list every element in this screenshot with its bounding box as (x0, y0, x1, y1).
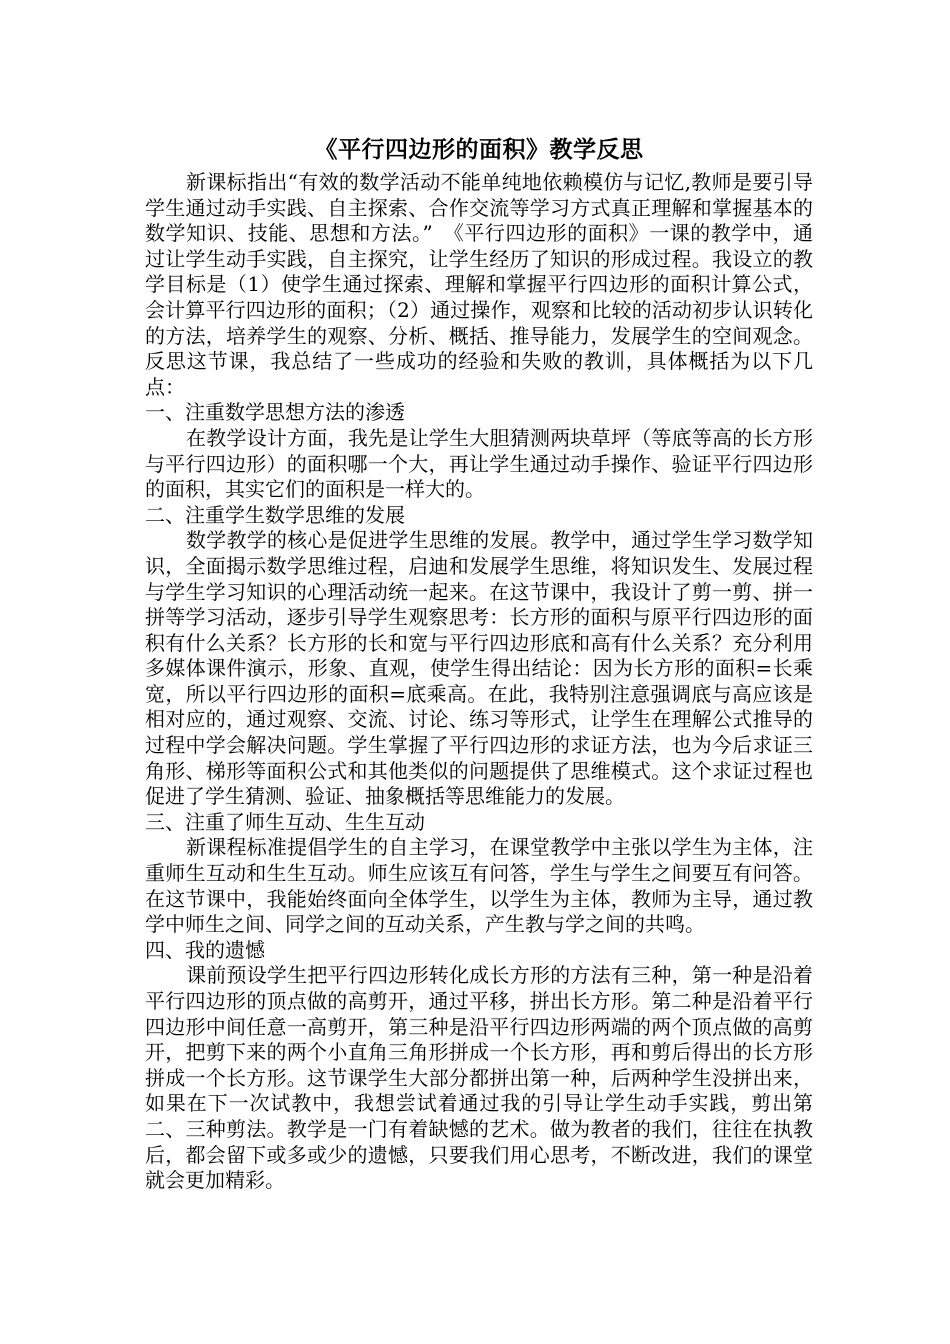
section-1-heading: 一、注重数学思想方法的渗透 (145, 400, 405, 425)
document-page (145, 134, 813, 1194)
section-4-body: 课前预设学生把平行四边形转化成长方形的方法有三种，第一种是沿着平行四边形的顶点做的高剪开，通过平移，拼出长方形。第二种是沿着平行四边形中间任意一高剪开，第三种是沿平行四边形两端的两个顶点做的高剪开，把剪下来的两个小直角三角形拼成一个长方形，再和剪后得出的长方形拼成一个长方形。这节课学生大部分都拼出第一种，后两种学生没拼出来，如果在下一次试教中，我想尝试着通过我的引导让学生动手实践，剪出第二、三种剪法。教学是一门有着缺憾的艺术。做为教者的我们，往往在执教后，都会留下或多或少的遗憾，只要我们用心思考，不断改进，我们的课堂就会更加精彩。 (145, 963, 813, 1193)
section-2-body: 数学教学的核心是促进学生思维的发展。教学中，通过学生学习数学知识，全面揭示数学思维过程，启迪和发展学生思维，将知识发生、发展过程与学生学习知识的心理活动统一起来。在这节课中，我设计了剪一剪、拼一拼等学习活动，逐步引导学生观察思考：长方形的面积与原平行四边形的面积有什么关系？长方形的长和宽与平行四边形底和高有什么关系？充分利用多媒体课件演示，形象、直观，使学生得出结论：因为长方形的面积=长乘宽，所以平行四边形的面积=底乘高。在此，我特别注意强调底与高应该是相对应的，通过观察、交流、讨论、练习等形式，让学生在理解公式推导的过程中学会解决问题。学生掌握了平行四边形的求证方法，也为今后求证三角形、梯形等面积公式和其他类似的问题提供了思维模式。这个求证过程也促进了学生猜测、验证、抽象概括等思维能力的发展。 (145, 528, 813, 809)
intro-paragraph: 新课标指出“有效的数学活动不能单纯地依赖模仿与记忆,教师是要引导学生通过动手实践、自主探索、合作交流等学习方式真正理解和掌握基本的数学知识、技能、思想和方法。” 《平行四边形的面积》一课的教学中，通过让学生动手实践，自主探究，让学生经历了知识的形成过程。我设立的教学目标是（1）使学生通过探索、理解和掌握平行四边形的面积计算公式，会计算平行四边形的面积；（2）通过操作，观察和比较的活动初步认识转化的方法，培养学生的观察、分析、概括、推导能力，发展学生的空间观念。反思这节课，我总结了一些成功的经验和失败的教训，具体概括为以下几点： (145, 170, 813, 399)
section-1-body: 在教学设计方面，我先是让学生大胆猜测两块草坪（等底等高的长方形与平行四边形）的面积哪一个大，再让学生通过动手操作、验证平行四边形的面积，其实它们的面积是一样大的。 (145, 425, 813, 502)
document-title: 《平行四边形的面积》教学反思 (314, 137, 644, 163)
section-4-heading: 四、我的遗憾 (145, 937, 265, 962)
section-3-body: 新课程标准提倡学生的自主学习，在课堂教学中主张以学生为主体，注重师生互动和生生互动。师生应该互有问答，学生与学生之间要互有问答。在这节课中，我能始终面向全体学生，以学生为主体，教师为主导，通过教学中师生之间、同学之间的互动关系，产生教与学之间的共鸣。 (145, 835, 813, 937)
section-2-heading: 二、注重学生数学思维的发展 (145, 502, 405, 527)
section-3-heading: 三、注重了师生互动、生生互动 (145, 809, 425, 834)
